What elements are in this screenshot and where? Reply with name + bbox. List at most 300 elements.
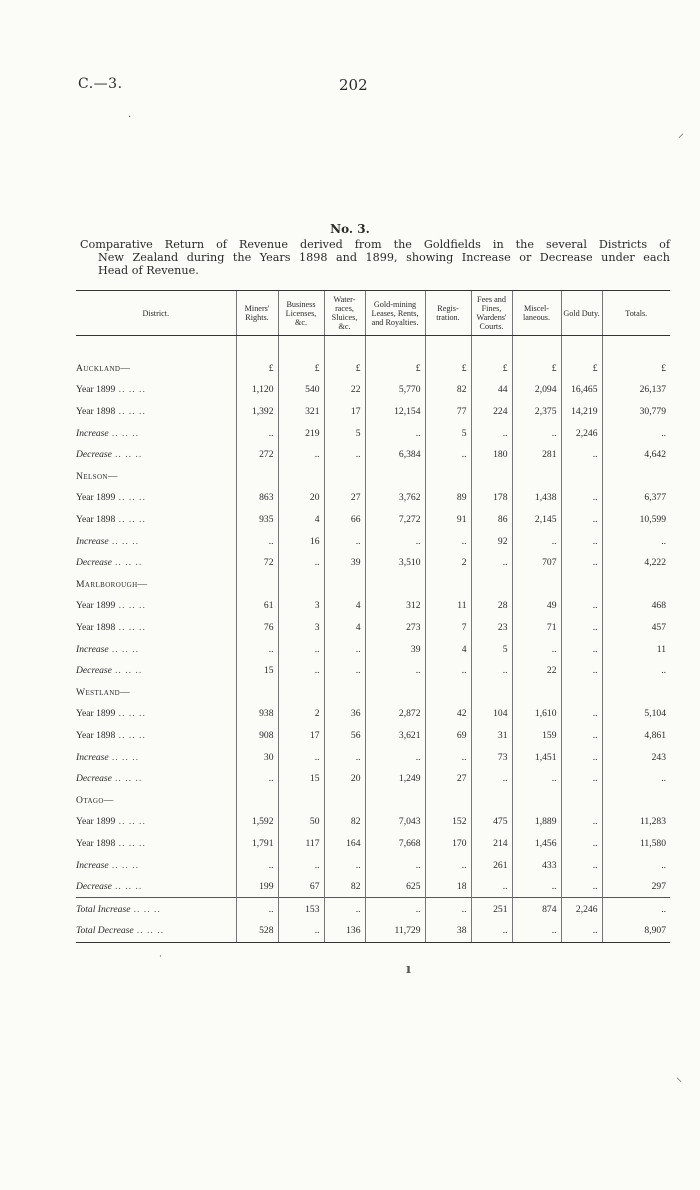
title-line-2: New Zealand during the Years 1898 and 1899, showing Increase or Decrease under each (98, 251, 670, 264)
table-cell (365, 574, 425, 596)
row-label: Decrease .. .. .. (76, 449, 143, 461)
table-cell: 1,456 (512, 833, 561, 855)
column-header: Miscel-laneous. (512, 291, 561, 336)
table-cell: 82 (425, 379, 471, 401)
table-cell: .. (561, 530, 602, 552)
row-label: Total Decrease .. .. .. (76, 920, 236, 942)
table-cell: 321 (278, 401, 324, 423)
table-row (76, 660, 670, 682)
table-cell: 1,592 (236, 811, 278, 833)
table-cell (425, 574, 471, 596)
table-cell (425, 789, 471, 811)
table-cell: 30,779 (602, 401, 670, 423)
table-cell: 15 (236, 660, 278, 682)
table-cell: .. (365, 746, 425, 768)
table-cell: .. (324, 638, 365, 660)
spacer-cell (365, 336, 425, 358)
leader-dots: .. .. .. (108, 427, 140, 439)
table-cell: 5,770 (365, 379, 425, 401)
table-row (76, 703, 670, 725)
table-cell (324, 789, 365, 811)
table-cell: .. (512, 876, 561, 898)
table-cell: 1,610 (512, 703, 561, 725)
table-cell: .. (236, 422, 278, 444)
table-cell: 178 (471, 487, 512, 509)
table-cell: 1,438 (512, 487, 561, 509)
table-cell: .. (561, 509, 602, 531)
table-cell: 17 (324, 401, 365, 423)
table-cell (512, 574, 561, 596)
row-label: Marlborough— (76, 578, 148, 590)
leader-dots: .. .. .. (115, 816, 146, 828)
table-cell: 56 (324, 725, 365, 747)
table-cell: .. (471, 920, 512, 942)
table-cell: 540 (278, 379, 324, 401)
table-cell (278, 466, 324, 488)
row-label: Year 1899 .. .. .. (76, 384, 146, 396)
table-cell: .. (425, 530, 471, 552)
table-row (76, 552, 670, 574)
table-cell: 164 (324, 833, 365, 855)
leader-dots: .. .. .. (111, 773, 143, 785)
table-cell: 2 (278, 703, 324, 725)
table-cell: .. (365, 660, 425, 682)
table-cell: 7,043 (365, 811, 425, 833)
table-cell: .. (471, 876, 512, 898)
table-cell (471, 682, 512, 704)
table-cell: 20 (324, 768, 365, 790)
table-row (76, 768, 670, 790)
table-cell: 468 (602, 595, 670, 617)
table-cell (236, 466, 278, 488)
table-cell: 297 (602, 876, 670, 898)
table-cell: .. (561, 768, 602, 790)
table-cell (561, 789, 602, 811)
table-cell: 117 (278, 833, 324, 855)
table-cell (561, 682, 602, 704)
table-cell: .. (602, 768, 670, 790)
table-cell: 224 (471, 401, 512, 423)
table-cell: 159 (512, 725, 561, 747)
row-label: Year 1898 .. .. .. (76, 622, 146, 634)
table-cell: 27 (324, 487, 365, 509)
table-cell: 8,907 (602, 920, 670, 942)
row-label: Decrease .. .. .. (76, 557, 143, 569)
table-cell: .. (512, 638, 561, 660)
table-cell: 61 (236, 595, 278, 617)
table-cell: 4 (425, 638, 471, 660)
table-cell: 18 (425, 876, 471, 898)
table-cell (365, 789, 425, 811)
table-cell (561, 466, 602, 488)
table-cell: 5 (471, 638, 512, 660)
district-row (76, 789, 670, 811)
table-cell: 180 (471, 444, 512, 466)
table-cell: 91 (425, 509, 471, 531)
row-label: Year 1899 .. .. .. (76, 708, 146, 720)
total-row (76, 920, 670, 942)
spacer-cell (425, 336, 471, 358)
revenue-table (76, 290, 670, 943)
table-cell: 874 (512, 898, 561, 920)
table-cell: .. (278, 854, 324, 876)
currency-cell: £ (471, 358, 512, 380)
table-cell: 66 (324, 509, 365, 531)
table-cell: .. (324, 746, 365, 768)
table-cell (561, 574, 602, 596)
table-cell (471, 574, 512, 596)
total-row (76, 898, 670, 920)
table-cell: 3 (278, 617, 324, 639)
table-cell: 2,872 (365, 703, 425, 725)
table-cell: 5,104 (602, 703, 670, 725)
table-cell: .. (602, 854, 670, 876)
table-cell: 3 (278, 595, 324, 617)
table-cell: 39 (365, 638, 425, 660)
spacer-cell (471, 336, 512, 358)
table-cell: 4,642 (602, 444, 670, 466)
page-reference: C.—3. (78, 76, 123, 92)
table-cell: 92 (471, 530, 512, 552)
table-cell: 16,465 (561, 379, 602, 401)
table-cell: 77 (425, 401, 471, 423)
table-cell: .. (602, 898, 670, 920)
table-cell: .. (512, 920, 561, 942)
column-header: Business Licenses, &c. (278, 291, 324, 336)
row-label: Increase .. .. .. (76, 535, 140, 547)
row-label: Year 1898 .. .. .. (76, 837, 146, 849)
table-cell: 312 (365, 595, 425, 617)
table-cell: 76 (236, 617, 278, 639)
table-cell: 67 (278, 876, 324, 898)
table-cell: 30 (236, 746, 278, 768)
table-cell: .. (278, 746, 324, 768)
district-row (76, 466, 670, 488)
table-cell: 11,580 (602, 833, 670, 855)
table-cell: .. (561, 660, 602, 682)
row-label: Increase .. .. .. (76, 643, 140, 655)
table-cell: .. (324, 660, 365, 682)
table-row (76, 595, 670, 617)
table-cell: .. (278, 920, 324, 942)
table-cell (278, 789, 324, 811)
table-cell: .. (236, 898, 278, 920)
table-cell: 272 (236, 444, 278, 466)
leader-dots: .. .. .. (115, 837, 146, 849)
table-cell: 273 (365, 617, 425, 639)
table-cell: 20 (278, 487, 324, 509)
leader-dots: .. .. .. (115, 406, 146, 418)
table-cell: 39 (324, 552, 365, 574)
table-row (76, 638, 670, 660)
currency-cell: £ (512, 358, 561, 380)
column-header: Gold-mining Leases, Rents, and Royalties. (365, 291, 425, 336)
leader-dots: .. .. .. (111, 881, 143, 893)
table-cell: .. (425, 746, 471, 768)
table-cell (602, 789, 670, 811)
table-cell: 214 (471, 833, 512, 855)
table-cell: 36 (324, 703, 365, 725)
table-cell: .. (561, 811, 602, 833)
table-cell: 14,219 (561, 401, 602, 423)
leader-dots: .. .. .. (115, 729, 146, 741)
table-cell: .. (512, 530, 561, 552)
table-cell (278, 682, 324, 704)
table-cell: 3,510 (365, 552, 425, 574)
row-label: Year 1899 .. .. .. (76, 816, 146, 828)
table-row (76, 811, 670, 833)
table-cell: .. (365, 530, 425, 552)
table-cell: 908 (236, 725, 278, 747)
table-cell: 3,762 (365, 487, 425, 509)
table-cell: 935 (236, 509, 278, 531)
table-cell: 73 (471, 746, 512, 768)
table-row (76, 530, 670, 552)
table-cell: 1,120 (236, 379, 278, 401)
table-cell (512, 789, 561, 811)
table-cell: 457 (602, 617, 670, 639)
table-cell: .. (324, 530, 365, 552)
column-header: Fees and Fines, Wardens' Courts. (471, 291, 512, 336)
table-cell: .. (512, 422, 561, 444)
table-row (76, 444, 670, 466)
column-header: District. (76, 291, 236, 336)
table-cell: .. (602, 422, 670, 444)
table-cell: .. (561, 725, 602, 747)
table-cell: .. (512, 768, 561, 790)
leader-dots: .. .. .. (115, 384, 146, 396)
leader-dots: .. .. .. (133, 925, 165, 937)
table-cell: .. (561, 487, 602, 509)
table-row (76, 487, 670, 509)
table-cell (425, 466, 471, 488)
table-cell: 26,137 (602, 379, 670, 401)
table-cell (365, 682, 425, 704)
table-cell: 69 (425, 725, 471, 747)
row-label: Year 1898 .. .. .. (76, 406, 146, 418)
column-header: Water-races, Sluices, &c. (324, 291, 365, 336)
table-cell: .. (561, 444, 602, 466)
table-cell: 1,249 (365, 768, 425, 790)
table-cell: 528 (236, 920, 278, 942)
leader-dots: .. .. .. (108, 535, 140, 547)
table-cell: 1,451 (512, 746, 561, 768)
table-cell: .. (471, 768, 512, 790)
table-header-row (76, 291, 670, 336)
table-cell (365, 466, 425, 488)
row-label: Westland— (76, 686, 131, 698)
currency-cell: £ (236, 358, 278, 380)
row-label: Decrease .. .. .. (76, 881, 143, 893)
row-label: Auckland— (76, 362, 131, 374)
table-cell (512, 466, 561, 488)
table-cell: 104 (471, 703, 512, 725)
row-label: Nelson— (76, 470, 118, 482)
currency-cell: £ (561, 358, 602, 380)
table-cell: 5 (425, 422, 471, 444)
table-cell: .. (425, 898, 471, 920)
table-cell: .. (561, 617, 602, 639)
title-line-1: Comparative Return of Revenue derived from the Goldfields in the several Districts of (80, 238, 670, 251)
table-cell: 2 (425, 552, 471, 574)
table-cell: .. (561, 638, 602, 660)
currency-cell: £ (278, 358, 324, 380)
table-cell: .. (602, 530, 670, 552)
table-cell: .. (324, 854, 365, 876)
table-cell: 23 (471, 617, 512, 639)
spacer-cell (76, 336, 236, 358)
table-cell: 10,599 (602, 509, 670, 531)
table-cell: 82 (324, 811, 365, 833)
district-row (76, 358, 670, 380)
table-cell: 42 (425, 703, 471, 725)
table-cell: 5 (324, 422, 365, 444)
table-cell: 199 (236, 876, 278, 898)
stray-mark: ı (406, 962, 411, 977)
leader-dots: .. .. .. (115, 514, 146, 526)
table-cell: .. (425, 854, 471, 876)
table-cell: 1,791 (236, 833, 278, 855)
leader-dots: .. .. .. (115, 492, 146, 504)
table-cell: 2,375 (512, 401, 561, 423)
document-number: No. 3. (330, 222, 370, 236)
table-cell: .. (278, 660, 324, 682)
spacer-cell (561, 336, 602, 358)
table-cell: 152 (425, 811, 471, 833)
table-cell: .. (471, 552, 512, 574)
table-cell: 433 (512, 854, 561, 876)
leader-dots: .. .. .. (111, 557, 143, 569)
title-line-3: Head of Revenue. (98, 264, 199, 277)
leader-dots: .. .. .. (108, 643, 140, 655)
table-cell: 22 (512, 660, 561, 682)
district-row (76, 574, 670, 596)
spacer-cell (278, 336, 324, 358)
table-row (76, 854, 670, 876)
table-cell: .. (324, 898, 365, 920)
table-cell: .. (561, 833, 602, 855)
table-cell: .. (471, 422, 512, 444)
table-cell: 625 (365, 876, 425, 898)
table-cell: 7,272 (365, 509, 425, 531)
table-cell: 475 (471, 811, 512, 833)
table-cell (236, 574, 278, 596)
table-cell: 72 (236, 552, 278, 574)
row-label: Total Increase .. .. .. (76, 898, 236, 920)
table-cell (471, 789, 512, 811)
leader-dots: .. .. .. (130, 903, 162, 915)
table-cell: 938 (236, 703, 278, 725)
table-cell: .. (561, 552, 602, 574)
table-cell: 11,729 (365, 920, 425, 942)
row-label: Increase .. .. .. (76, 859, 140, 871)
table-row (76, 876, 670, 898)
table-cell: 863 (236, 487, 278, 509)
row-label: Increase .. .. .. (76, 427, 140, 439)
table-cell (324, 466, 365, 488)
row-label: Year 1898 .. .. .. (76, 514, 146, 526)
table-cell: .. (324, 444, 365, 466)
table-cell: 243 (602, 746, 670, 768)
table-cell: 16 (278, 530, 324, 552)
table-cell: 153 (278, 898, 324, 920)
table-cell (236, 789, 278, 811)
table-cell: .. (471, 660, 512, 682)
table-cell: .. (561, 746, 602, 768)
leader-dots: .. .. .. (115, 600, 146, 612)
table-cell: 11 (602, 638, 670, 660)
table-cell (324, 682, 365, 704)
table-cell: 7,668 (365, 833, 425, 855)
table-row (76, 401, 670, 423)
table-cell (324, 574, 365, 596)
table-row (76, 725, 670, 747)
table-cell: 4 (324, 617, 365, 639)
table-cell: 11 (425, 595, 471, 617)
table-cell: 82 (324, 876, 365, 898)
spacer-cell (512, 336, 561, 358)
table-row (76, 379, 670, 401)
table-cell: 7 (425, 617, 471, 639)
table-cell: .. (278, 552, 324, 574)
leader-dots: .. .. .. (111, 665, 143, 677)
table-cell: 27 (425, 768, 471, 790)
table-cell: 3,621 (365, 725, 425, 747)
table-row (76, 746, 670, 768)
table-cell (425, 682, 471, 704)
document-title (80, 238, 670, 277)
table-cell: .. (365, 898, 425, 920)
table-cell: .. (425, 660, 471, 682)
table-row (76, 422, 670, 444)
stray-mark: · (159, 952, 162, 962)
table-cell: 31 (471, 725, 512, 747)
column-header: Totals. (602, 291, 670, 336)
leader-dots: .. .. .. (108, 859, 140, 871)
row-label: Decrease .. .. .. (76, 773, 143, 785)
leader-dots: .. .. .. (111, 449, 143, 461)
table-cell: .. (561, 876, 602, 898)
table-cell: 6,384 (365, 444, 425, 466)
column-header: Regis-tration. (425, 291, 471, 336)
table-cell: .. (425, 444, 471, 466)
table-cell: 2,145 (512, 509, 561, 531)
table-cell: 1,392 (236, 401, 278, 423)
table-cell: .. (278, 444, 324, 466)
currency-cell: £ (602, 358, 670, 380)
table-cell: .. (365, 422, 425, 444)
table-row (76, 833, 670, 855)
row-label: Otago— (76, 794, 114, 806)
table-cell: 1,889 (512, 811, 561, 833)
currency-cell: £ (324, 358, 365, 380)
table-cell: .. (561, 703, 602, 725)
table-cell (512, 682, 561, 704)
table-cell: .. (236, 530, 278, 552)
row-label: Increase .. .. .. (76, 751, 140, 763)
row-label: Year 1898 .. .. .. (76, 729, 146, 741)
table-cell: .. (561, 920, 602, 942)
district-row (76, 682, 670, 704)
currency-cell: £ (425, 358, 471, 380)
row-label: Year 1899 .. .. .. (76, 492, 146, 504)
table-cell: 707 (512, 552, 561, 574)
stray-mark: ⸜ (676, 1070, 683, 1084)
table-cell: 38 (425, 920, 471, 942)
table-cell: 28 (471, 595, 512, 617)
table-cell: 2,246 (561, 422, 602, 444)
table-cell: 2,094 (512, 379, 561, 401)
